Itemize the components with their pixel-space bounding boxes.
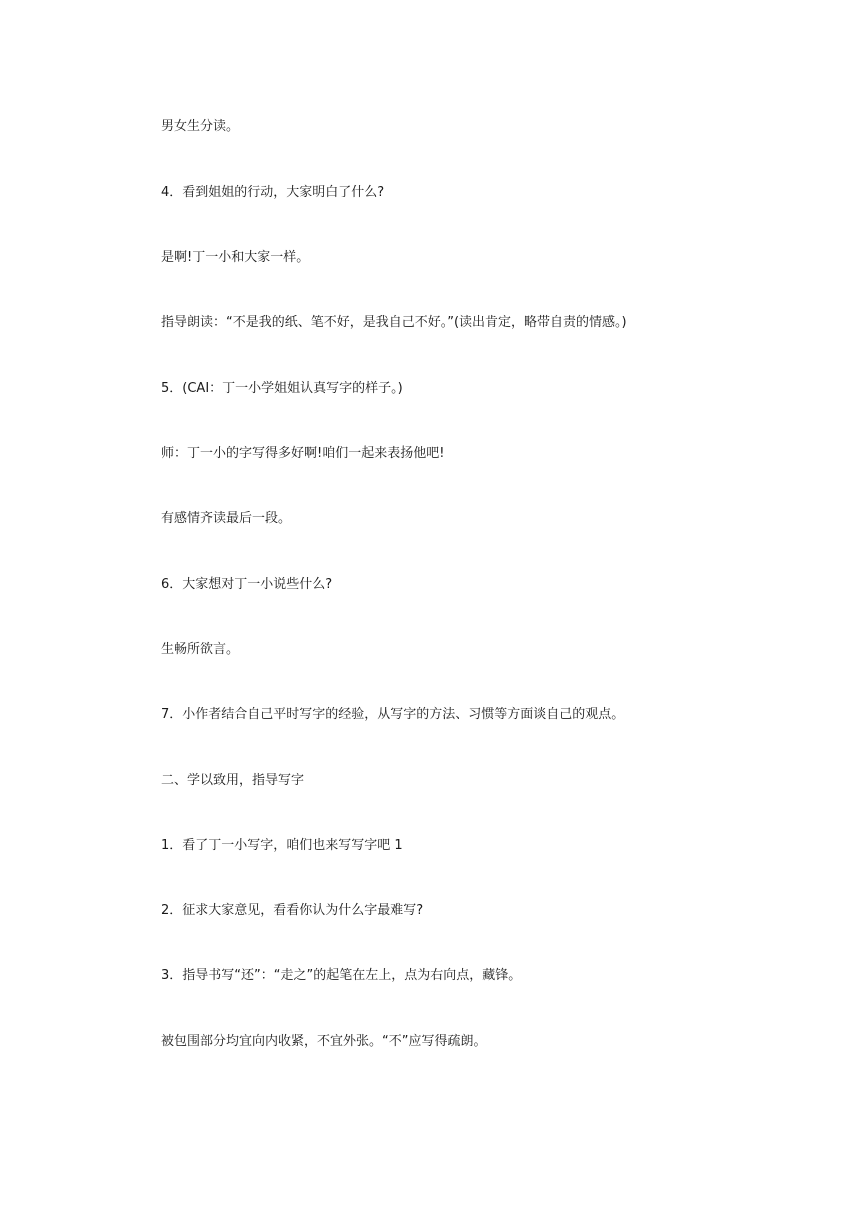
paragraph-teacher-praise: 师：丁一小的字写得多好啊!咱们一起来表扬他吧! <box>161 446 445 461</box>
paragraph-group-reading: 有感情齐读最后一段。 <box>161 511 292 526</box>
paragraph-item-5-cai: 5．(CAI：丁一小学姐姐认真写字的样子。) <box>161 381 403 396</box>
paragraph-step-2: 2．征求大家意见，看看你认为什么字最难写? <box>161 903 424 918</box>
paragraph-answer-4: 是啊!丁一小和大家一样。 <box>161 250 310 265</box>
paragraph-writing-tip: 被包围部分均宜向内收紧，不宜外张。“不”应写得疏朗。 <box>161 1034 487 1049</box>
paragraph-students-speak: 生畅所欲言。 <box>161 642 240 657</box>
paragraph-item-7: 7．小作者结合自己平时写字的经验，从写字的方法、习惯等方面谈自己的观点。 <box>161 707 625 722</box>
paragraph-question-4: 4．看到姐姐的行动，大家明白了什么? <box>161 185 385 200</box>
section-heading-writing: 二、学以致用，指导写字 <box>161 773 305 788</box>
paragraph-reading-guidance: 指导朗读：“不是我的纸、笔不好，是我自己不好。”(读出肯定，略带自责的情感。) <box>161 315 627 330</box>
paragraph-reading-by-gender: 男女生分读。 <box>161 119 240 134</box>
paragraph-step-1: 1．看了丁一小写字，咱们也来写写字吧 1 <box>161 838 403 853</box>
paragraph-question-6: 6．大家想对丁一小说些什么? <box>161 577 333 592</box>
paragraph-step-3: 3．指导书写“还”：“走之”的起笔在左上，点为右向点，藏锋。 <box>161 968 522 983</box>
